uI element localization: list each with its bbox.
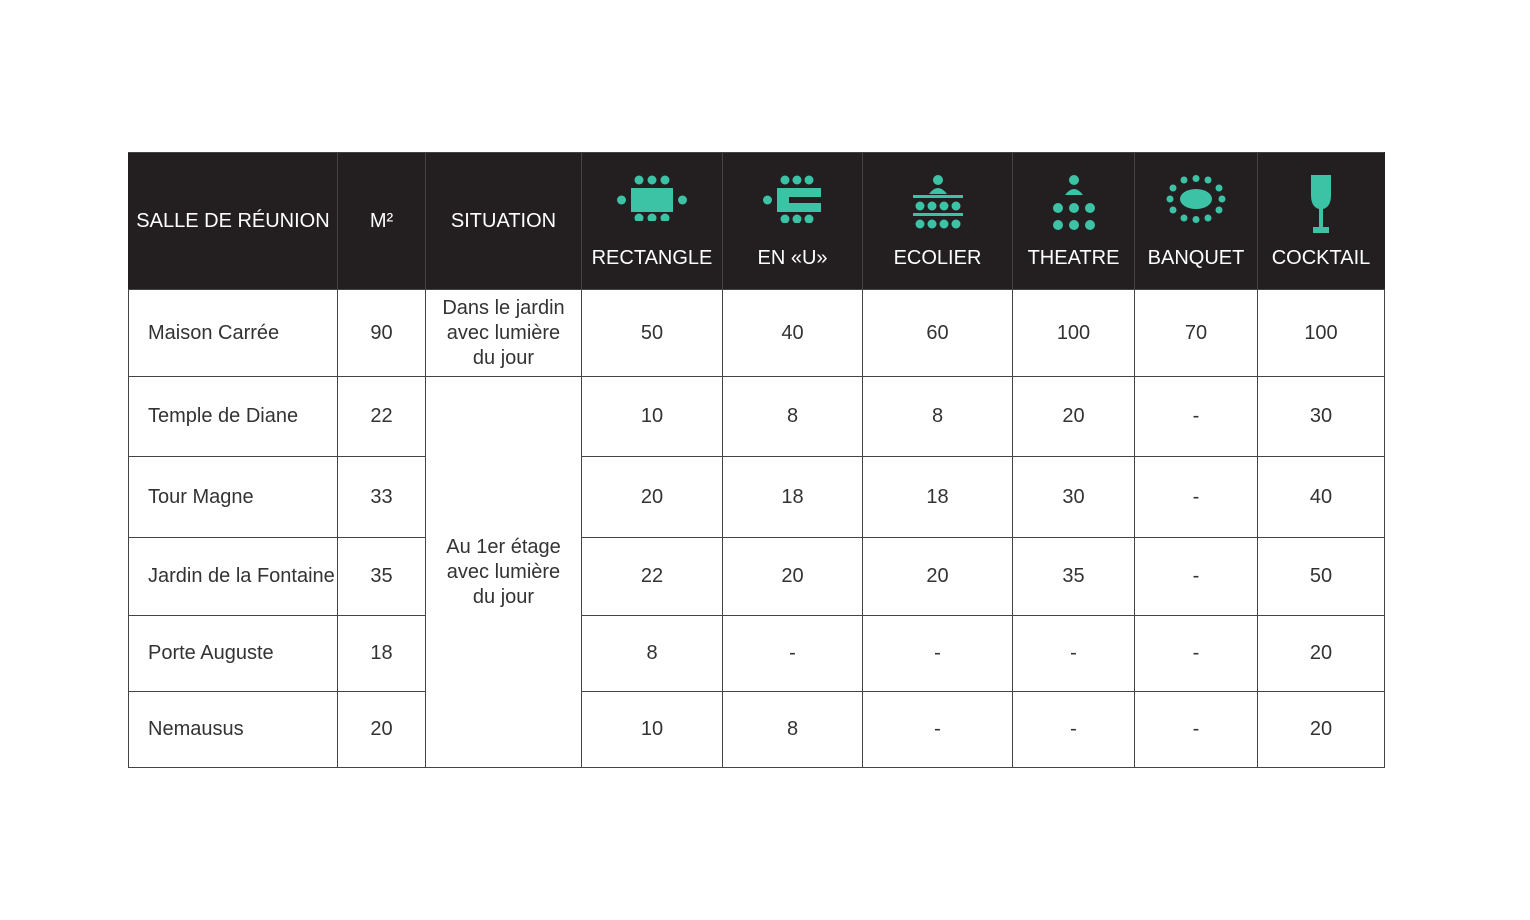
situation-garden [426, 290, 582, 377]
room-name: Porte Auguste [129, 616, 338, 692]
banquet-capacity: - [1135, 457, 1258, 538]
u-shape-capacity: 8 [723, 692, 863, 768]
banquet-capacity: - [1135, 692, 1258, 768]
u-shape-capacity: - [723, 616, 863, 692]
meeting-rooms-table [128, 152, 1385, 768]
header-row [129, 153, 1385, 290]
rectangle-capacity: 20 [582, 457, 723, 538]
u-shape-capacity: 40 [723, 290, 863, 377]
room-area: 18 [338, 616, 426, 692]
header-classroom [863, 153, 1013, 290]
rectangle-layout-icon [582, 175, 722, 237]
cocktail-capacity: 100 [1258, 290, 1385, 377]
table-row [129, 616, 1385, 692]
cocktail-capacity: 50 [1258, 538, 1385, 616]
theatre-layout-icon [1013, 175, 1134, 237]
situation-line: Au 1er étage [446, 535, 561, 558]
header-banquet [1135, 153, 1258, 290]
situation-line: du jour [472, 346, 535, 369]
table-row [129, 457, 1385, 538]
classroom-capacity: - [863, 616, 1013, 692]
situation-line: du jour [472, 585, 535, 608]
cocktail-capacity: 20 [1258, 616, 1385, 692]
banquet-layout-icon [1135, 175, 1257, 237]
header-cocktail [1258, 153, 1385, 290]
room-name: Temple de Diane [129, 377, 338, 457]
rectangle-capacity: 10 [582, 692, 723, 768]
table-row [129, 692, 1385, 768]
cocktail-capacity: 20 [1258, 692, 1385, 768]
u-shape-layout-icon [723, 175, 862, 237]
theatre-capacity: 20 [1013, 377, 1135, 457]
header-room: SALLE DE RÉUNION [129, 153, 338, 290]
room-area: 35 [338, 538, 426, 616]
room-name: Jardin de la Fontaine [129, 538, 338, 616]
header-rectangle [582, 153, 723, 290]
u-shape-capacity: 20 [723, 538, 863, 616]
table-row [129, 290, 1385, 377]
room-name: Tour Magne [129, 457, 338, 538]
theatre-capacity: 30 [1013, 457, 1135, 538]
room-area: 90 [338, 290, 426, 377]
situation-line: avec lumière [446, 560, 561, 583]
room-area: 22 [338, 377, 426, 457]
room-area: 20 [338, 692, 426, 768]
situation-line: Dans le jardin [442, 296, 565, 319]
classroom-layout-icon [863, 175, 1012, 237]
header-situation: SITUATION [426, 153, 582, 290]
cocktail-capacity: 30 [1258, 377, 1385, 457]
header-banquet-label: BANQUET [1147, 247, 1245, 269]
theatre-capacity: 35 [1013, 538, 1135, 616]
banquet-capacity: - [1135, 377, 1258, 457]
theatre-capacity: - [1013, 616, 1135, 692]
header-theatre [1013, 153, 1135, 290]
rectangle-capacity: 10 [582, 377, 723, 457]
classroom-capacity: 8 [863, 377, 1013, 457]
header-u-shape [723, 153, 863, 290]
classroom-capacity: 20 [863, 538, 1013, 616]
banquet-capacity: - [1135, 538, 1258, 616]
header-rectangle-label: RECTANGLE [591, 247, 713, 269]
situation-line: avec lumière [446, 321, 561, 344]
theatre-capacity: - [1013, 692, 1135, 768]
table-row [129, 538, 1385, 616]
cocktail-capacity: 40 [1258, 457, 1385, 538]
classroom-capacity: - [863, 692, 1013, 768]
room-area: 33 [338, 457, 426, 538]
header-area: M² [338, 153, 426, 290]
header-classroom-label: ECOLIER [893, 247, 982, 269]
situation-first-floor [426, 377, 582, 768]
header-theatre-label: THEATRE [1027, 247, 1120, 269]
header-u-shape-label: EN «U» [757, 247, 828, 269]
banquet-capacity: - [1135, 616, 1258, 692]
rectangle-capacity: 22 [582, 538, 723, 616]
theatre-capacity: 100 [1013, 290, 1135, 377]
header-cocktail-label: COCKTAIL [1271, 247, 1371, 269]
banquet-capacity: 70 [1135, 290, 1258, 377]
table-row [129, 377, 1385, 457]
classroom-capacity: 18 [863, 457, 1013, 538]
room-name: Nemausus [129, 692, 338, 768]
cocktail-glass-icon [1258, 175, 1384, 237]
classroom-capacity: 60 [863, 290, 1013, 377]
u-shape-capacity: 8 [723, 377, 863, 457]
rectangle-capacity: 50 [582, 290, 723, 377]
room-name: Maison Carrée [129, 290, 338, 377]
rectangle-capacity: 8 [582, 616, 723, 692]
u-shape-capacity: 18 [723, 457, 863, 538]
